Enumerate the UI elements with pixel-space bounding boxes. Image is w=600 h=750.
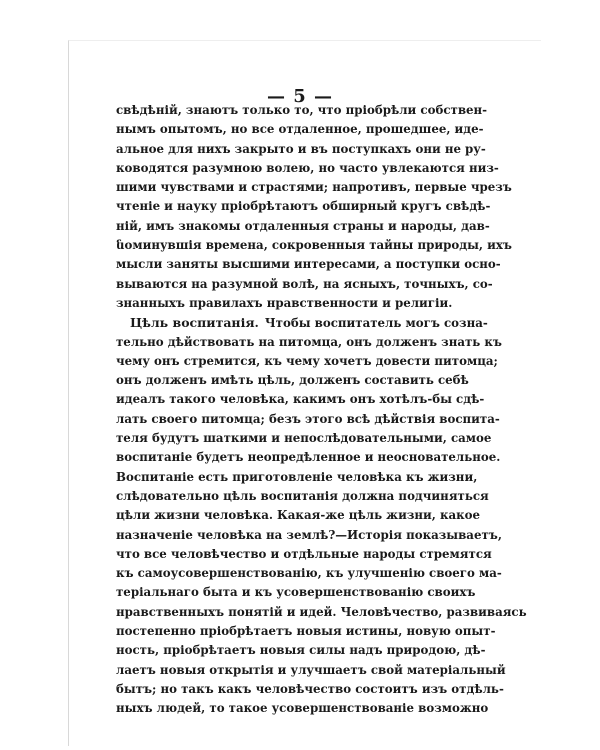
text-line: воспитаніе будетъ неопредѣленное и неосновательное. xyxy=(116,450,501,465)
text-line: ній, имъ знакомы отдаленныя страны и народы, дав- xyxy=(116,218,490,233)
text-line: ность, пріобрѣтаетъ новыя силы надъ природою, дѣ- xyxy=(116,643,486,658)
text-line: вываются на разумной волѣ, на ясныхъ, точныхъ, со- xyxy=(116,276,493,291)
text-line: чтеніе и науку пріобрѣтаютъ обширный кругъ свѣдѣ- xyxy=(116,199,491,214)
text-line: что все человѣчество и отдѣльные народы стремятся xyxy=(116,546,492,561)
text-line: тельно дѣйствовать на питомца, онъ долженъ знать къ xyxy=(116,334,502,349)
text-line: слѣдовательно цѣль воспитанія должна подчиняться xyxy=(116,488,489,503)
text-line: ныхъ людей, то такое усовершенствованіе возможно xyxy=(116,701,489,716)
text-line: идеалъ такого человѣка, какимъ онъ хотѣлъ-бы сдѣ- xyxy=(116,392,485,407)
text-line: свѣдѣній, знаютъ только то, что пріобрѣли собствен- xyxy=(116,103,488,117)
text-line: назначеніе человѣка на землѣ?—Исторія показываетъ, xyxy=(116,527,502,542)
text-line: постепенно пріобрѣтаетъ новыя истины, новую опыт- xyxy=(116,624,496,639)
text-line: нравственныхъ понятій и идей. Человѣчество, развиваясь xyxy=(116,604,527,619)
text-line: знанныхъ правилахъ нравственности и религіи. xyxy=(116,295,453,310)
body-text xyxy=(116,101,527,719)
text-line: альное для нихъ закрыто и въ поступкахъ они не ру- xyxy=(116,141,486,156)
text-line: цѣли жизни человѣка. Какая-же цѣль жизни, какое xyxy=(116,508,481,523)
page-number: — 5 — xyxy=(266,86,334,107)
text-line: онъ долженъ имѣть цѣль, долженъ составить себѣ xyxy=(116,373,469,388)
text-line: лать своего питомца; безъ этого всѣ дѣйствія воспита- xyxy=(116,411,500,426)
text-line: Воспитаніе есть приготовленіе человѣка къ жизни, xyxy=(116,469,478,484)
text-line: теля будутъ шаткими и непослѣдовательными, самое xyxy=(116,431,492,446)
text-line: нымъ опытомъ, но все отдаленное, прошедшее, иде- xyxy=(116,122,484,137)
section-heading: Цѣль воспитанія. xyxy=(130,315,259,331)
text-line: бытъ; но такъ какъ человѣчество состоитъ изъ отдѣль- xyxy=(116,681,504,696)
text-line: мысли заняты высшими интересами, а поступки осно- xyxy=(116,257,501,272)
text-line: чему онъ стремится, къ чему хочетъ довести питомца; xyxy=(116,353,498,368)
text-line: նоминувшія времена, сокровенныя тайны природы, ихъ xyxy=(116,238,512,253)
paragraph-start-line xyxy=(116,313,488,332)
text-line: шими чувствами и страстями; напротивъ, первые чрезъ xyxy=(116,180,512,195)
text-line: къ самоусовершенствованію, къ улучшенію своего ма- xyxy=(116,566,502,581)
text-fragment: Чтобы воспитатель могъ созна- xyxy=(264,316,488,331)
text-line: ководятся разумною волею, но часто увлекаются низ- xyxy=(116,160,499,175)
text-line: лаетъ новыя открытія и улучшаетъ свой матеріальный xyxy=(116,662,506,677)
text-line: теріальнаго быта и къ усовершенствованію своихъ xyxy=(116,585,476,600)
